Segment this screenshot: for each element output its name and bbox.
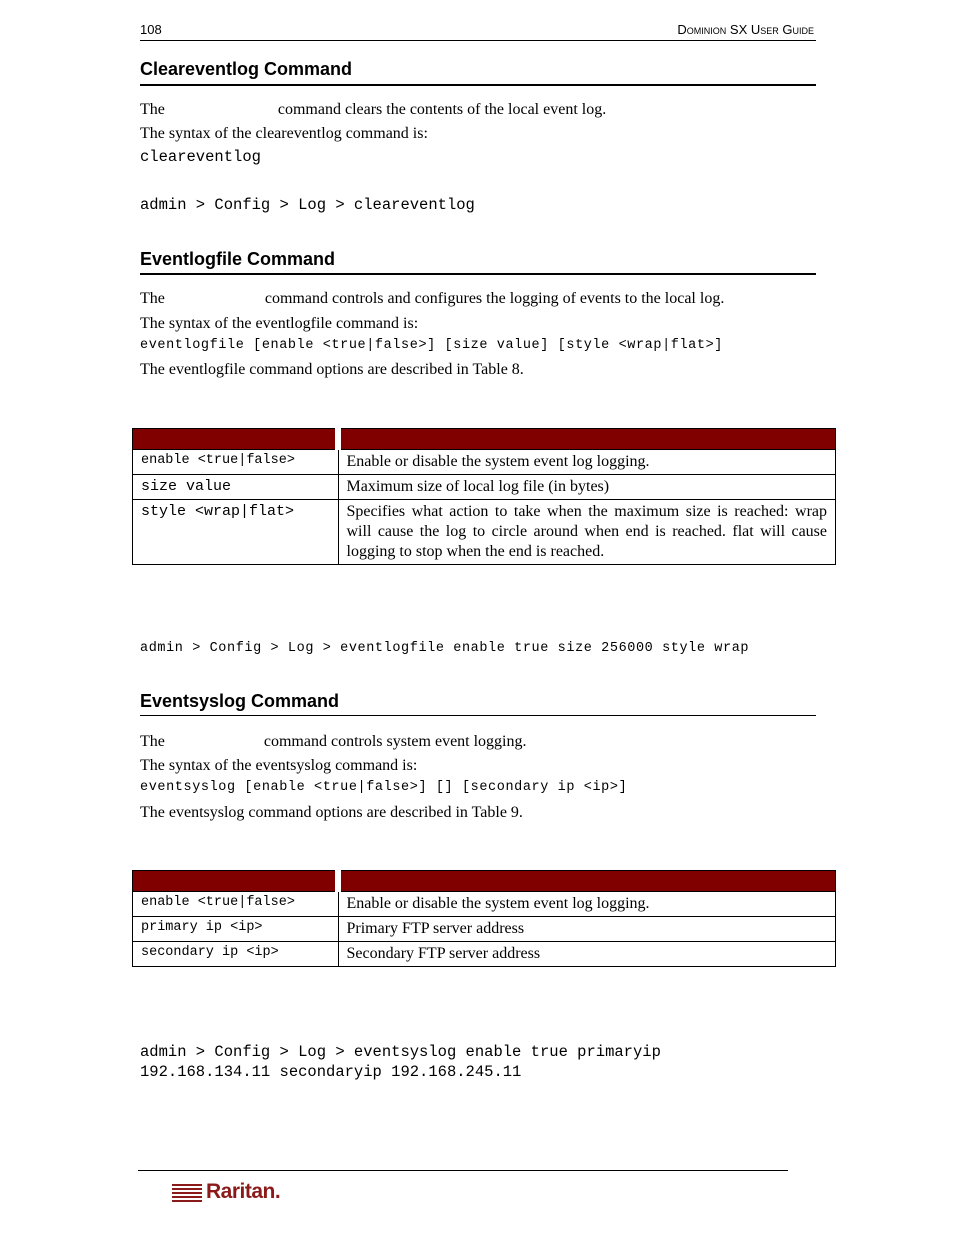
description-cell: Maximum size of local log file (in bytes) <box>338 475 836 500</box>
eventsyslog-intro <box>140 732 527 752</box>
raritan-logo <box>172 1180 280 1204</box>
section-rule <box>140 273 816 275</box>
option-cell: size value <box>133 475 339 500</box>
table-header-cell <box>133 871 339 892</box>
eventsyslog-heading: Eventsyslog Command <box>140 691 340 711</box>
section-rule <box>140 84 816 86</box>
table-header-cell <box>133 429 339 450</box>
table-header-row <box>133 871 836 892</box>
eventlogfile-heading: Eventlogfile Command <box>140 249 336 269</box>
cleareventlog-syntax-intro: The syntax of the cleareventlog command is: <box>140 125 428 142</box>
guide-title: Dominion SX User Guide <box>677 22 814 37</box>
option-cell: enable <true|false> <box>133 450 339 475</box>
eventlogfile-example: admin > Config > Log > eventlogfile enable true size 256000 style wrap <box>140 641 750 656</box>
cleareventlog-heading: Cleareventlog Command <box>140 59 353 79</box>
table-row <box>133 500 836 565</box>
option-cell: enable <true|false> <box>133 892 339 917</box>
eventlogfile-syntax: eventlogfile [enable <true|false>] [size value] [style <wrap|flat>] <box>140 338 723 353</box>
eventsyslog-example-line2: 192.168.134.11 secondaryip 192.168.245.11 <box>140 1063 522 1081</box>
eventsyslog-example-line1: admin > Config > Log > eventsyslog enable true primaryip <box>140 1043 661 1061</box>
intro-the: The <box>140 101 165 118</box>
intro-rest: command clears the contents of the local event log. <box>277 101 607 118</box>
option-cell: secondary ip <ip> <box>133 942 339 967</box>
table-header-row <box>133 429 836 450</box>
eventlogfile-intro <box>140 289 724 309</box>
description-cell: Primary FTP server address <box>338 917 836 942</box>
eventlogfile-syntax-intro: The syntax of the eventlogfile command is: <box>140 315 419 332</box>
eventsyslog-syntax: eventsyslog [enable <true|false>] [] [secondary ip <ip>] <box>140 780 628 795</box>
header-rule <box>140 40 816 41</box>
eventlogfile-options-table <box>132 428 836 565</box>
intro-the: The <box>140 290 165 307</box>
option-cell: style <wrap|flat> <box>133 500 339 565</box>
table-row <box>133 917 836 942</box>
table-row <box>133 942 836 967</box>
table-row <box>133 475 836 500</box>
table-row <box>133 450 836 475</box>
table-row <box>133 892 836 917</box>
eventsyslog-options-table <box>132 870 836 967</box>
eventlogfile-table-ref: The eventlogfile command options are described in Table 8. <box>140 361 524 378</box>
description-cell: Specifies what action to take when the maximum size is reached: wrap will cause the log to circle around when end is reached. flat will cause logging to stop when the end is reached. <box>338 500 836 565</box>
cleareventlog-example: admin > Config > Log > cleareventlog <box>140 196 475 214</box>
table-header-cell <box>338 871 836 892</box>
section-rule <box>140 715 816 716</box>
description-cell: Enable or disable the system event log logging. <box>338 450 836 475</box>
intro-the: The <box>140 733 165 750</box>
intro-rest: command controls and configures the logging of events to the local log. <box>264 290 725 307</box>
page-number: 108 <box>140 22 162 37</box>
table-header-cell <box>338 429 836 450</box>
footer-rule <box>138 1170 788 1171</box>
option-cell: primary ip <ip> <box>133 917 339 942</box>
intro-rest: command controls system event logging. <box>263 733 527 750</box>
description-cell: Enable or disable the system event log logging. <box>338 892 836 917</box>
cleareventlog-intro <box>140 100 606 120</box>
cleareventlog-syntax: cleareventlog <box>140 148 261 166</box>
description-cell: Secondary FTP server address <box>338 942 836 967</box>
raritan-logo-text: Raritan. <box>206 1180 281 1203</box>
eventsyslog-syntax-intro: The syntax of the eventsyslog command is: <box>140 757 418 774</box>
eventsyslog-table-ref: The eventsyslog command options are described in Table 9. <box>140 804 523 821</box>
raritan-logo-icon <box>172 1182 202 1202</box>
